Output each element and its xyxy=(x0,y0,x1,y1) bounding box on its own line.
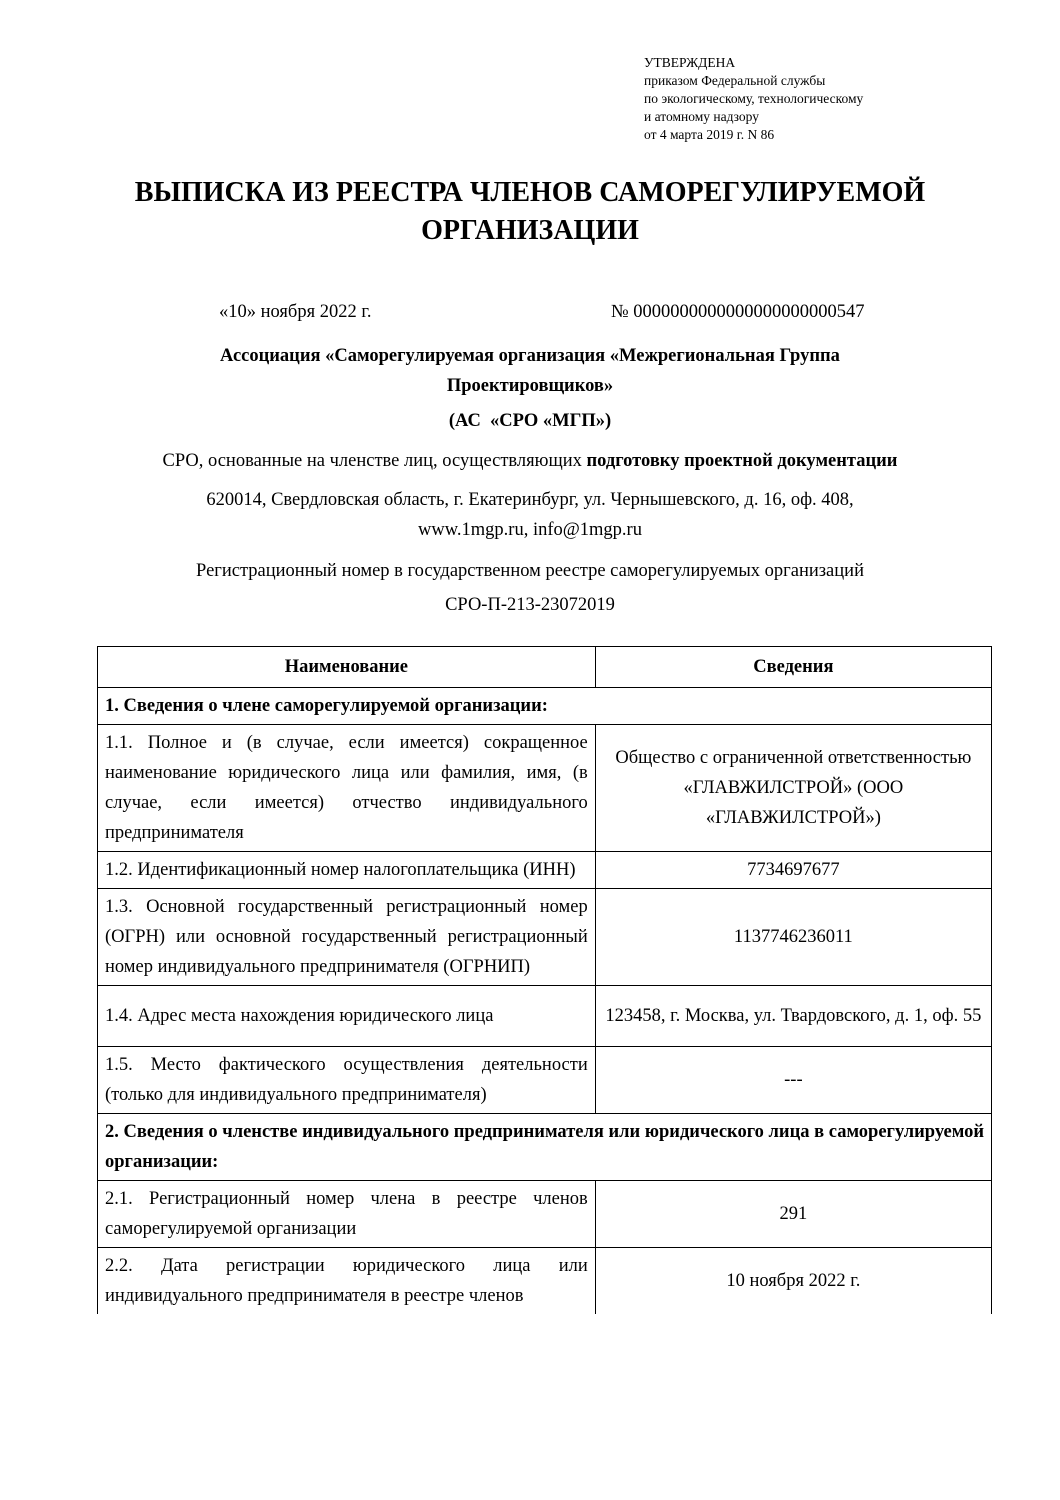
approval-line: по экологическому, технологическому xyxy=(644,91,864,106)
registration-label: Регистрационный номер в государственном реестре саморегулируемых организаций xyxy=(196,561,864,581)
title-line: ВЫПИСКА ИЗ РЕЕСТРА ЧЛЕНОВ САМОРЕГУЛИРУЕМОЙ xyxy=(134,177,926,208)
title-line: ОРГАНИЗАЦИИ xyxy=(421,215,639,246)
section-row xyxy=(98,1114,992,1181)
table-row xyxy=(98,725,992,852)
approval-line: и атомному надзору xyxy=(644,109,759,124)
table-row xyxy=(98,889,992,986)
table-row xyxy=(98,1047,992,1114)
row-name: 1.2. Идентификационный номер налогоплательщика (ИНН) xyxy=(98,852,596,889)
row-name: 1.4. Адрес места нахождения юридического лица xyxy=(98,986,596,1047)
contacts-line: www.1mgp.ru, info@1mgp.ru xyxy=(418,520,642,540)
table-row xyxy=(98,986,992,1047)
approval-line: от 4 марта 2019 г. N 86 xyxy=(644,127,775,142)
table-row xyxy=(98,1248,992,1315)
organization-name xyxy=(0,341,1060,401)
row-value: 123458, г. Москва, ул. Твардовского, д. 1, оф. 55 xyxy=(595,986,991,1047)
approval-stamp xyxy=(644,54,1024,144)
row-name: 2.1. Регистрационный номер члена в реестре членов саморегулируемой организации xyxy=(98,1181,596,1248)
row-value: 1137746236011 xyxy=(595,889,991,986)
org-type-prefix: СРО, основанные на членстве лиц, осуществляющих xyxy=(162,451,587,471)
row-name: 1.3. Основной государственный регистрационный номер (ОГРН) или основной государственный регистрационный номер индивидуального предпринимателя (ОГРНИП) xyxy=(98,889,596,986)
table-row xyxy=(98,1181,992,1248)
org-name-line: Проектировщиков» xyxy=(446,376,614,396)
table-row xyxy=(98,852,992,889)
org-name-line: Ассоциация «Саморегулируемая организация «Межрегиональная Группа xyxy=(220,346,840,366)
document-date: «10» ноября 2022 г. xyxy=(219,302,372,322)
organization-type xyxy=(0,446,1060,476)
row-value: 7734697677 xyxy=(595,852,991,889)
section-2-title: 2. Сведения о членстве индивидуального предпринимателя или юридического лица в саморегулируемой организации: xyxy=(98,1114,992,1181)
row-value: --- xyxy=(595,1047,991,1114)
section-1-title: 1. Сведения о члене саморегулируемой организации: xyxy=(98,688,992,725)
organization-address xyxy=(0,485,1060,545)
approval-line: УТВЕРЖДЕНА xyxy=(644,55,736,70)
org-short-name-text: (АС «СРО «МГП») xyxy=(448,411,612,431)
row-value: 10 ноября 2022 г. xyxy=(595,1248,991,1315)
approval-line: приказом Федеральной службы xyxy=(644,73,826,88)
registration-info xyxy=(0,556,1060,620)
header-value: Сведения xyxy=(595,647,991,688)
row-name: 1.5. Место фактического осуществления деятельности (только для индивидуального предпринимателя) xyxy=(98,1047,596,1114)
org-type-bold: подготовку проектной документации xyxy=(586,451,898,471)
section-row xyxy=(98,688,992,725)
address-line: 620014, Свердловская область, г. Екатеринбург, ул. Чернышевского, д. 16, оф. 408, xyxy=(206,490,854,510)
registration-number: СРО-П-213-23072019 xyxy=(445,595,615,615)
organization-short-name xyxy=(0,406,1060,436)
table-header-row xyxy=(98,647,992,688)
header-name: Наименование xyxy=(98,647,596,688)
org-type-line xyxy=(0,446,1060,476)
row-name: 1.1. Полное и (в случае, если имеется) сокращенное наименование юридического лица или фамилия, имя, (в случае, если имеется) отчество индивидуального предпринимателя xyxy=(98,725,596,852)
row-value: Общество с ограниченной ответственностью «ГЛАВЖИЛСТРОЙ» (ООО «ГЛАВЖИЛСТРОЙ») xyxy=(595,725,991,852)
document-number: № 0000000000000000000000547 xyxy=(611,302,865,322)
register-table xyxy=(97,646,992,1314)
row-value: 291 xyxy=(595,1181,991,1248)
row-name: 2.2. Дата регистрации юридического лица или индивидуального предпринимателя в реестре членов xyxy=(98,1248,596,1315)
document-title xyxy=(0,174,1060,250)
